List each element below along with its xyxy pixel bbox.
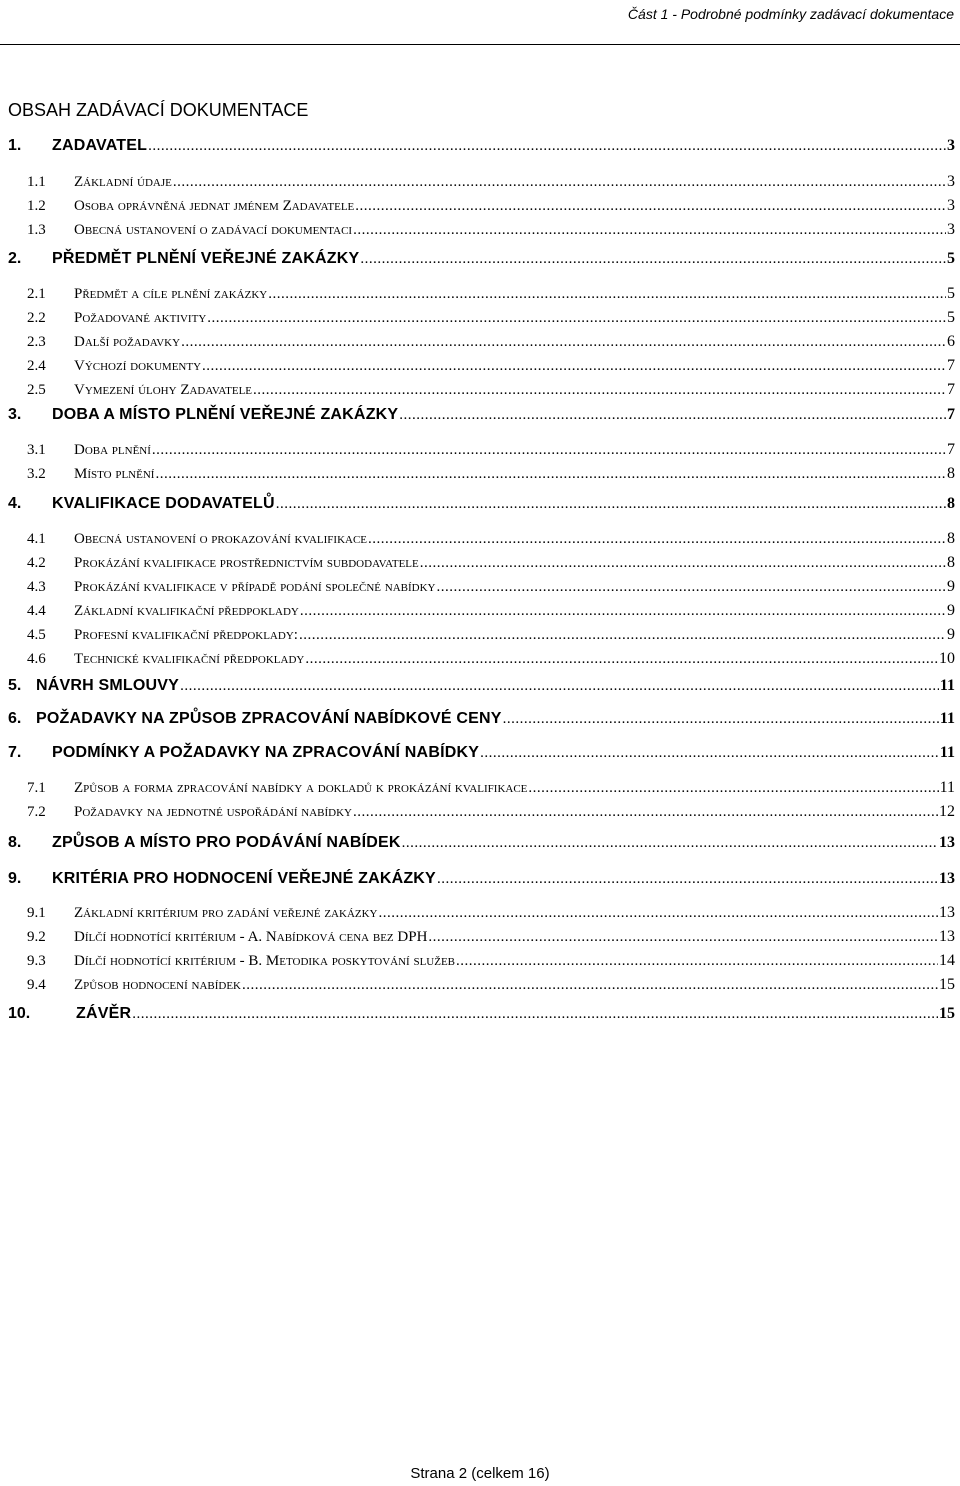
toc-entry-number: 2.4 (27, 358, 46, 374)
toc-dot-leader (276, 496, 946, 513)
toc-dot-leader (428, 929, 938, 946)
toc-entry-number: 7. (8, 744, 22, 761)
toc-entry-number: 10. (8, 1005, 31, 1022)
toc-entry-label: DOBA A MÍSTO PLNĚNÍ VEŘEJNÉ ZAKÁZKY (52, 406, 399, 423)
toc-section-row[interactable] (0, 952, 955, 970)
toc-dot-leader (360, 251, 946, 268)
toc-entry-page: 10 (939, 650, 955, 667)
toc-entry-page: 9 (947, 578, 955, 595)
toc-entry-number: 5. (8, 677, 22, 694)
toc-entry-label: Obecná ustanovení o zadávací dokumentaci (74, 222, 353, 238)
toc-section-row[interactable] (0, 928, 955, 946)
toc-dot-leader (180, 678, 939, 695)
toc-entry-label: Další požadavky (74, 334, 181, 350)
toc-entry-number: 9.2 (27, 929, 46, 945)
toc-dot-leader (528, 780, 938, 797)
toc-entry-page: 8 (947, 554, 955, 571)
toc-entry-number: 9.4 (27, 977, 46, 993)
toc-dot-leader (436, 579, 946, 596)
toc-entry-page: 8 (947, 495, 955, 512)
toc-section-row[interactable] (0, 221, 955, 239)
toc-section-row[interactable] (0, 309, 955, 327)
toc-entry-page: 7 (947, 381, 955, 398)
toc-entry-number: 2.2 (27, 310, 46, 326)
toc-entry-label: Základní kritérium pro zadání veřejné zakázky (74, 905, 378, 921)
toc-section-row[interactable] (0, 285, 955, 303)
toc-chapter-row[interactable] (0, 495, 955, 513)
toc-entry-number: 4.2 (27, 555, 46, 571)
toc-entry-page: 11 (939, 779, 955, 796)
toc-entry-number: 7.1 (27, 780, 46, 796)
toc-section-row[interactable] (0, 578, 955, 596)
toc-dot-leader (480, 745, 939, 762)
toc-entry-label: Obecná ustanovení o prokazování kvalifikace (74, 531, 368, 547)
toc-section-row[interactable] (0, 441, 955, 459)
toc-entry-page: 7 (947, 441, 955, 458)
toc-entry-number: 7.2 (27, 804, 46, 820)
toc-entry-label: Požadované aktivity (74, 310, 207, 326)
toc-entry-number: 1.2 (27, 198, 46, 214)
toc-dot-leader (173, 174, 946, 191)
toc-dot-leader (152, 442, 946, 459)
toc-dot-leader (181, 334, 946, 351)
toc-entry-number: 3. (8, 406, 22, 423)
toc-dot-leader (456, 953, 938, 970)
toc-entry-page: 9 (947, 602, 955, 619)
toc-entry-page: 13 (939, 928, 955, 945)
toc-section-row[interactable] (0, 333, 955, 351)
toc-entry-label: Výchozí dokumenty (74, 358, 202, 374)
toc-entry-number: 9.1 (27, 905, 46, 921)
toc-section-row[interactable] (0, 357, 955, 375)
toc-chapter-row[interactable] (0, 406, 955, 424)
toc-entry-label: Prokázání kvalifikace prostřednictvím subdodavatele (74, 555, 419, 571)
toc-dot-leader (379, 905, 939, 922)
toc-dot-leader (132, 1006, 938, 1023)
page-header: Část 1 - Podrobné podmínky zadávací dokumentace (627, 6, 954, 22)
toc-entry-number: 9. (8, 870, 22, 887)
toc-entry-number: 4.6 (27, 651, 46, 667)
toc-entry-number: 2. (8, 250, 22, 267)
toc-entry-page: 5 (947, 285, 955, 302)
toc-title: OBSAH ZADÁVACÍ DOKUMENTACE (8, 100, 309, 120)
toc-dot-leader (355, 198, 946, 215)
toc-entry-page: 13 (939, 834, 955, 851)
toc-dot-leader (503, 711, 939, 728)
toc-section-row[interactable] (0, 626, 955, 644)
toc-section-row[interactable] (0, 381, 955, 399)
toc-entry-page: 7 (947, 406, 955, 423)
toc-entry-page: 11 (939, 744, 955, 761)
toc-section-row[interactable] (0, 976, 955, 994)
toc-entry-label: PODMÍNKY A POŽADAVKY NA ZPRACOVÁNÍ NABÍDKY (52, 744, 480, 761)
toc-dot-leader (353, 222, 946, 239)
toc-entry-label: NÁVRH SMLOUVY (36, 677, 180, 694)
toc-entry-page: 14 (939, 952, 955, 969)
toc-entry-page: 3 (947, 197, 955, 214)
toc-dot-leader (155, 466, 946, 483)
toc-entry-number: 1.1 (27, 174, 46, 190)
toc-entry-label: Dílčí hodnotící kritérium - A. Nabídková cena bez DPH (74, 929, 428, 945)
toc-entry-page: 5 (947, 309, 955, 326)
toc-entry-number: 2.3 (27, 334, 46, 350)
toc-entry-label: Základní kvalifikační předpoklady (74, 603, 299, 619)
toc-section-row[interactable] (0, 904, 955, 922)
toc-entry-page: 15 (939, 976, 955, 993)
toc-chapter-row[interactable] (0, 710, 955, 728)
toc-entry-number: 4.4 (27, 603, 46, 619)
toc-section-row[interactable] (0, 803, 955, 821)
toc-dot-leader (242, 977, 938, 994)
toc-entry-page: 3 (947, 173, 955, 190)
toc-entry-label: KRITÉRIA PRO HODNOCENÍ VEŘEJNÉ ZAKÁZKY (52, 870, 436, 887)
toc-entry-number: 1. (8, 137, 22, 154)
toc-entry-label: Předmět a cíle plnění zakázky (74, 286, 268, 302)
toc-entry-number: 4. (8, 495, 22, 512)
toc-dot-leader (353, 804, 938, 821)
toc-section-row[interactable] (0, 173, 955, 191)
toc-entry-number: 2.5 (27, 382, 46, 398)
toc-entry-label: PŘEDMĚT PLNĚNÍ VEŘEJNÉ ZAKÁZKY (52, 250, 360, 267)
toc-section-row[interactable] (0, 650, 955, 668)
toc-entry-number: 4.1 (27, 531, 46, 547)
toc-entry-label: Místo plnění (74, 466, 155, 482)
toc-dot-leader (399, 407, 946, 424)
toc-entry-label: ZADAVATEL (52, 137, 148, 154)
toc-dot-leader (202, 358, 946, 375)
toc-entry-label: ZPŮSOB A MÍSTO PRO PODÁVÁNÍ NABÍDEK (52, 834, 401, 851)
toc-entry-label: Způsob hodnocení nabídek (74, 977, 241, 993)
toc-entry-number: 6. (8, 710, 22, 727)
toc-section-row[interactable] (0, 554, 955, 572)
toc-entry-page: 7 (947, 357, 955, 374)
toc-entry-label: KVALIFIKACE DODAVATELŮ (52, 495, 275, 512)
toc-entry-number: 8. (8, 834, 22, 851)
toc-dot-leader (268, 286, 946, 303)
toc-chapter-row[interactable] (0, 870, 955, 888)
toc-entry-number: 1.3 (27, 222, 46, 238)
toc-entry-page: 8 (947, 530, 955, 547)
toc-dot-leader (437, 871, 938, 888)
toc-entry-label: Požadavky na jednotné uspořádání nabídky (74, 804, 352, 820)
toc-section-row[interactable] (0, 602, 955, 620)
toc-entry-page: 3 (947, 137, 955, 154)
toc-entry-number: 4.5 (27, 627, 46, 643)
toc-entry-page: 12 (939, 803, 955, 820)
toc-dot-leader (420, 555, 946, 572)
toc-entry-label: Způsob a forma zpracování nabídky a dokladů k prokázání kvalifikace (74, 780, 528, 796)
toc-chapter-row[interactable] (0, 677, 955, 695)
toc-entry-number: 2.1 (27, 286, 46, 302)
toc-entry-page: 3 (947, 221, 955, 238)
toc-dot-leader (402, 835, 938, 852)
toc-entry-page: 15 (939, 1005, 955, 1022)
toc-chapter-row[interactable] (0, 1005, 955, 1023)
toc-chapter-row[interactable] (0, 834, 955, 852)
toc-entry-label: Osoba oprávněná jednat jménem Zadavatele (74, 198, 355, 214)
toc-chapter-row[interactable] (0, 137, 955, 155)
toc-entry-label: POŽADAVKY NA ZPŮSOB ZPRACOVÁNÍ NABÍDKOVÉ CENY (36, 710, 502, 727)
toc-entry-page: 13 (939, 870, 955, 887)
toc-entry-page: 11 (939, 710, 955, 727)
toc-entry-label: Technické kvalifikační předpoklady (74, 651, 305, 667)
toc-entry-label: Prokázání kvalifikace v případě podání společné nabídky (74, 579, 436, 595)
toc-section-row[interactable] (0, 197, 955, 215)
page-footer: Strana 2 (celkem 16) (410, 1465, 550, 1482)
toc-entry-number: 3.1 (27, 442, 46, 458)
toc-dot-leader (305, 651, 938, 668)
toc-entry-label: Dílčí hodnotící kritérium - B. Metodika poskytování služeb (74, 953, 456, 969)
toc-entry-page: 8 (947, 465, 955, 482)
toc-entry-number: 3.2 (27, 466, 46, 482)
toc-entry-label: Doba plnění (74, 442, 151, 458)
toc-entry-number: 4.3 (27, 579, 46, 595)
toc-entry-label: Profesní kvalifikační předpoklady: (74, 627, 298, 643)
toc-entry-label: ZÁVĚR (76, 1005, 132, 1022)
toc-entry-label: Základní údaje (74, 174, 172, 190)
toc-entry-number: 9.3 (27, 953, 46, 969)
toc-dot-leader (299, 627, 946, 644)
toc-dot-leader (253, 382, 946, 399)
toc-dot-leader (368, 531, 946, 548)
toc-dot-leader (207, 310, 946, 327)
toc-section-row[interactable] (0, 779, 955, 797)
toc-chapter-row[interactable] (0, 744, 955, 762)
toc-section-row[interactable] (0, 465, 955, 483)
toc-chapter-row[interactable] (0, 250, 955, 268)
toc-section-row[interactable] (0, 530, 955, 548)
toc-entry-page: 5 (947, 250, 955, 267)
toc-entry-label: Vymezení úlohy Zadavatele (74, 382, 253, 398)
toc-dot-leader (300, 603, 946, 620)
toc-dot-leader (148, 138, 946, 155)
toc-entry-page: 9 (947, 626, 955, 643)
toc-entry-page: 6 (947, 333, 955, 350)
toc-entry-page: 11 (939, 677, 955, 694)
header-divider (0, 44, 960, 45)
toc-entry-page: 13 (939, 904, 955, 921)
